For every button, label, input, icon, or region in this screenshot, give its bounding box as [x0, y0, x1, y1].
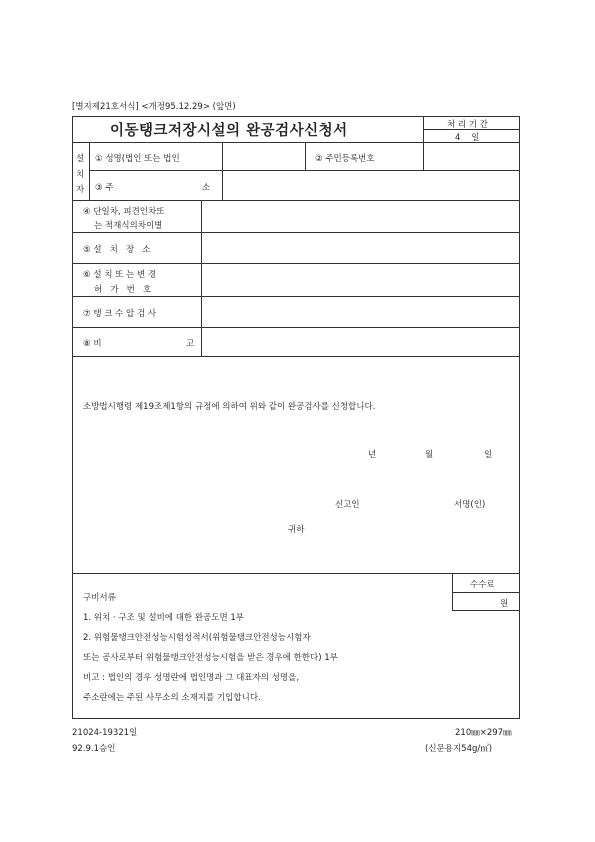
fee-unit: 원: [500, 599, 509, 609]
form-header-note: [별지제21호서식] <개정95.12.29> (앞면): [72, 102, 236, 112]
row-line-7: [72, 327, 520, 328]
pressure-test-label: ⑦ 탱 크 수 압 검 사: [83, 309, 157, 319]
address-label-suffix: 소: [202, 183, 211, 193]
side-label-line: [89, 142, 90, 200]
documents-label: 구비서류: [83, 593, 116, 603]
side-label-2: 치: [76, 170, 85, 180]
processing-period-label: 처 리 기 간: [447, 120, 488, 130]
title-bottom-line: [72, 142, 520, 143]
unit-type-label-line1: ④ 단일차, 피견인차또: [83, 207, 165, 217]
row-line-4: [72, 232, 520, 233]
remarks-label-suffix: 고: [186, 339, 195, 349]
recipient-label: 귀하: [288, 525, 305, 535]
date-month-label: 월: [425, 450, 434, 460]
form-title: 이동탱크저장시설의 완공검사신청서: [110, 123, 348, 139]
note-line-2: 주소란에는 주된 사무소의 소재지를 기입합니다.: [83, 693, 261, 703]
paper-type: (신문용지54g/㎡): [425, 744, 493, 754]
applicant-row-line: [89, 170, 520, 171]
applicant-bottom-line: [72, 200, 520, 201]
application-statement: 소방법시행령 제19조제1항의 규정에 의하여 위와 같이 완공검사를 신청합니다.: [83, 402, 376, 412]
document-item-1: 1. 위치 · 구조 및 설비에 대한 완공도면 1부: [83, 613, 245, 623]
note-line-1: 비고 : 법인의 경우 성명란에 법인명과 그 대표자의 성명을,: [83, 673, 300, 683]
reg-label-left-line: [305, 142, 306, 170]
document-item-2-line2: 또는 공사로부터 위험물탱크안전성능시험을 받은 경우에 한한다) 1부: [83, 653, 338, 663]
form-code: 21024-19321일: [72, 728, 138, 738]
location-label: ⑤ 설 치 장 소: [83, 245, 151, 255]
side-label-3: 자: [76, 185, 85, 195]
permit-label-line1: ⑥ 설 치 또 는 변 경: [83, 270, 157, 280]
row-line-6: [72, 296, 520, 297]
processing-period-value: 4 일: [455, 133, 480, 143]
row-line-8: [72, 356, 520, 357]
date-year-label: 년: [368, 450, 377, 460]
permit-label-line2: 허 가 번 호: [94, 285, 152, 295]
signature-seal-label: 서명(인): [454, 500, 486, 510]
fee-divider: [452, 592, 520, 593]
name-value-left-line: [222, 142, 223, 200]
remarks-label: ⑧ 비: [83, 339, 102, 349]
unit-type-label-line2: 는 적재식의차이별: [94, 221, 163, 231]
fee-label: 수수료: [470, 580, 495, 590]
fee-bottom-line: [452, 610, 520, 611]
address-label: ③ 주: [95, 183, 114, 193]
reporter-label: 신고인: [335, 500, 360, 510]
rows-label-line: [201, 200, 202, 356]
paper-size: 210㎜×297㎜: [455, 728, 512, 738]
document-item-2-line1: 2. 위험물탱크안전성능시험성적서(위험물탱크안전성능시험자: [83, 633, 311, 643]
processing-left-line: [423, 116, 424, 170]
registration-number-label: ② 주민등록번호: [315, 154, 375, 164]
side-label-1: 설: [76, 154, 85, 164]
fee-left-line: [452, 573, 453, 610]
date-day-label: 일: [484, 450, 493, 460]
name-label: ① 성명(법인 또는 법인: [95, 154, 180, 164]
row-line-5: [72, 263, 520, 264]
approval-date: 92.9.1승인: [72, 744, 116, 754]
